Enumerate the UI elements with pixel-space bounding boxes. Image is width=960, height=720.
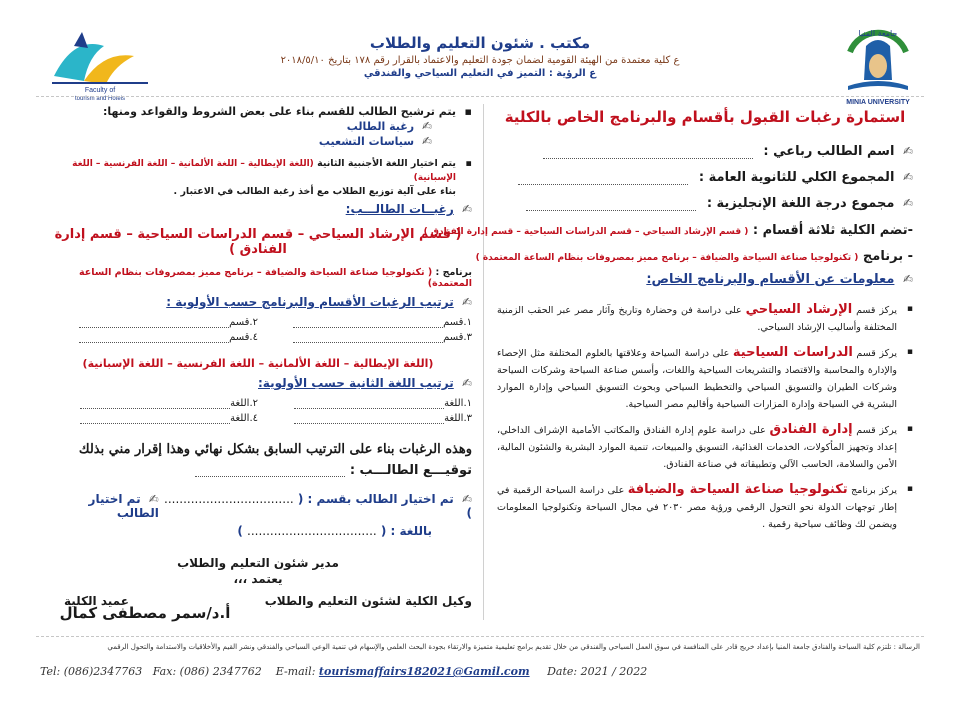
- fax: Fax: (086) 2347762: [152, 665, 262, 678]
- para-text: على دراسة السياحة وعلاقتها بالعلوم المختلفة مثل الإحصاء والإدارة والمحاسبة والاقتصاد والتشريعات السياحية واللغات، وأسس صناعة السياحة وشركات السياحة وشركات الطيران والتسويق السياحي والتخطيط السياحي وبحوث التسويق السياحي وإدارة الموارد البشرية في السياحة وإدارة المزارات السياحية وأقاليم مصر السياحية.: [497, 348, 897, 410]
- logo-text-tourism: tourism and Hotels: [74, 96, 126, 102]
- rank-blank[interactable]: [79, 332, 229, 343]
- paragraph-tour-guidance: [497, 301, 913, 336]
- rank-dept-4[interactable]: [44, 330, 258, 345]
- language-note-text: يتم اختيار اللغة الأجنبية الثانية: [317, 158, 456, 169]
- chosen-lang-label: باللغة : (: [380, 524, 432, 538]
- pen-icon: ✍: [421, 134, 432, 148]
- student-name-field[interactable]: [497, 138, 913, 164]
- total-score-label: المجموع الكلي للثانوية العامة :: [698, 170, 895, 185]
- language-note-bracket: (اللغة الإيطالية – اللغة الألمانية – اللغة الفرنسية – اللغة الإسبانية): [72, 159, 456, 183]
- signatory-name: أ.د/سمر مصطفى كمال: [59, 604, 231, 622]
- wishes-heading: [44, 202, 472, 217]
- para-dept-name: الإرشاد السياحي: [745, 302, 853, 317]
- para-dept-name: تكنولوجيا صناعة السياحة والضيافة: [627, 482, 848, 497]
- info-heading: [497, 272, 913, 287]
- chosen-lang-close: ): [237, 524, 243, 538]
- email-link[interactable]: tourismaffairs182021@Gamil.com: [318, 665, 530, 678]
- rank-blank[interactable]: [294, 413, 444, 424]
- rank-label: ٤.قسم: [229, 332, 258, 343]
- mission-statement: الرسالة : تلتزم كلية السياحة والفنادق جامعة المنيا بإعداد خريج قادر على المنافسة في سوق العمل السياحي والفندقي من خلال تقديم برامج تعليمية متميزة والارتقاء بجودة البحث العلمي والإسهام في تنمية الوعي السياحي والفندقي ونشر القيم والأخلاقيات والاستدامة والتحول الرقمي: [107, 643, 920, 651]
- chosen-dept-blank[interactable]: ..................................: [164, 492, 294, 506]
- criterion-wish: [44, 119, 472, 134]
- faculty-logo: [44, 26, 154, 102]
- rank-col: [258, 315, 472, 345]
- paragraph-hotel-management: [497, 421, 913, 473]
- rank-label: ١.قسم: [443, 317, 472, 328]
- office-title: مكتب . شئون التعليم والطلاب: [369, 34, 591, 52]
- student-name-label: اسم الطالب رباعي :: [763, 144, 895, 159]
- rank-label: ٣.قسم: [443, 332, 472, 343]
- chosen-dept-close: ): [466, 506, 472, 520]
- chosen-dept-label: تم اختيار الطالب بقسم : (: [297, 492, 454, 506]
- criterion-text: سياسات التشعيب: [318, 135, 415, 148]
- rank-col: [258, 396, 472, 426]
- contact-line: [40, 665, 920, 678]
- english-score-blank[interactable]: [526, 196, 696, 211]
- rank-langs-grid: [44, 396, 472, 426]
- language-note-text-2: بناء على آلية توزيع الطلاب مع أخذ رغبة الطالب في الاعتبار .: [173, 186, 456, 197]
- rank-depts-grid: [44, 315, 472, 345]
- rank-lang-2[interactable]: [44, 396, 258, 411]
- rank-col: [44, 315, 258, 345]
- departments-list: ( قسم الإرشاد السياحي – قسم الدراسات السياحية – قسم إدارة الفنادق ): [54, 227, 462, 257]
- choice-row: [44, 492, 472, 520]
- program-row: [475, 244, 913, 270]
- accreditation-line: ع كلية معتمدة من الهيئة القومية لضمان جودة التعليم والاعتماد بالقرار رقم ١٧٨ بتاريخ ٢٠١٨/٥/١٠: [280, 55, 680, 66]
- dean-title: عميد الكلية: [64, 594, 129, 608]
- wishes-heading-text: رغبــات الطالـــب:: [345, 202, 454, 216]
- student-name-blank[interactable]: [543, 144, 753, 159]
- approval-line: يعتمد ،،،: [233, 572, 283, 586]
- declaration: وهذه الرغبات بناء على الترتيب السابق بشكل نهائي وهذا إقرار مني بذلك: [78, 442, 472, 457]
- departments-row: [423, 218, 913, 244]
- rank-lang-heading-text: ترتيب اللغة الثانية حسب الأولوية:: [258, 376, 454, 390]
- paragraph-tech-program: [497, 481, 913, 533]
- total-score-field[interactable]: [497, 164, 913, 190]
- director-title: مدير شئون التعليم والطلاب: [177, 556, 339, 570]
- header-text: [240, 34, 720, 79]
- criterion-policy: [44, 134, 472, 149]
- bullet-icon: ▪: [465, 158, 472, 169]
- rank-label: ٢.قسم: [229, 317, 258, 328]
- rank-lang-4[interactable]: [44, 411, 258, 426]
- para-prefix: يركز قسم: [856, 305, 897, 316]
- bullet-icon: ▪: [464, 105, 472, 118]
- para-text: على دراسة فن وحضارة وتاريخ وآثار مصر عبر الحقب الزمنية المختلفة وأساليب الإرشاد السياحي.: [497, 305, 897, 333]
- para-text: على دراسة السياحة الرقمية في إطار توجهات الدولة نحو التحول الرقمي ورؤية مصر ٢٠٣٠ في مجال السياحة وتكنولوجيا المعلومات ويضمن لك وظائف سياحية رقمية .: [497, 485, 897, 530]
- tel: Tel: (086)2347763: [40, 665, 143, 678]
- pen-icon: ✍: [902, 196, 913, 210]
- info-heading-text: معلومات عن الأقسام والبرنامج الخاص:: [646, 272, 895, 287]
- column-divider: [483, 104, 484, 620]
- intro-line: [44, 104, 472, 119]
- email-label: E-mail:: [275, 665, 316, 678]
- left-column: [44, 104, 472, 608]
- rank-depts-heading: [44, 295, 472, 309]
- rank-blank[interactable]: [80, 413, 230, 424]
- chosen-language[interactable]: [44, 524, 472, 538]
- program-line: [44, 267, 472, 289]
- bullet-icon: ▪: [906, 347, 913, 357]
- pen-icon: ✍: [461, 376, 472, 390]
- rank-dept-2[interactable]: [44, 315, 258, 330]
- rank-blank[interactable]: [293, 332, 443, 343]
- bullet-icon: ▪: [906, 424, 913, 434]
- signature-blank[interactable]: [195, 464, 345, 477]
- total-score-blank[interactable]: [518, 170, 688, 185]
- program-bracket: ( تكنولوجيا صناعة السياحة والضيافة – برنامج مميز بمصروفات بنظام الساعة المعتمدة ): [475, 253, 859, 263]
- bullet-icon: ▪: [906, 484, 913, 494]
- vision-line: ع الرؤية : التميز في التعليم السياحي والفندقي: [363, 68, 597, 79]
- chosen-lang-blank[interactable]: ..................................: [247, 524, 377, 538]
- rank-lang-heading: [44, 376, 472, 390]
- date: Date: 2021 / 2022: [547, 665, 648, 678]
- english-score-label: مجموع درجة اللغة الإنجليزية :: [706, 196, 895, 211]
- logo-arc-text: جامعة المنيا: [858, 29, 898, 38]
- rank-lang-3[interactable]: [258, 411, 472, 426]
- intro-text: يتم ترشيح الطالب للقسم بناء على بعض الشروط والقواعد ومنها:: [103, 105, 456, 118]
- para-dept-name: الدراسات السياحية: [732, 345, 853, 360]
- rank-blank[interactable]: [79, 317, 229, 328]
- form-title: استمارة رغبات القبول بأقسام والبرنامج الخاص بالكلية: [504, 108, 906, 126]
- rank-col: [44, 396, 258, 426]
- logo-text-faculty: Faculty of: [84, 87, 116, 94]
- signature-label: توقيـــع الطالـــب :: [349, 463, 472, 478]
- student-signature-row[interactable]: [44, 463, 472, 478]
- logo-text-minia: MINIA UNIVERSITY: [846, 99, 910, 106]
- pen-icon: ✍: [902, 144, 913, 158]
- departments-bracket: ( قسم الإرشاد السياحي – قسم الدراسات السياحية – قسم إدارة الفنادق ): [423, 227, 749, 237]
- rank-label: ١.اللغة: [444, 398, 472, 409]
- rank-blank[interactable]: [80, 398, 230, 409]
- rank-blank[interactable]: [293, 317, 443, 328]
- pen-icon: ✍: [461, 492, 472, 506]
- university-logo: [836, 24, 920, 110]
- pen-icon: ✍: [421, 119, 432, 133]
- footer-divider: [36, 636, 924, 637]
- choice-date-label: تم اختيار الطالب: [88, 492, 159, 520]
- rank-lang-1[interactable]: [258, 396, 472, 411]
- paragraph-tourism-studies: [497, 344, 913, 413]
- english-score-field[interactable]: [497, 190, 913, 216]
- para-dept-name: إدارة الفنادق: [769, 422, 853, 437]
- pen-icon: ✍: [461, 295, 472, 309]
- para-text: على دراسة علوم إدارة الفنادق والمكاتب الأمامية الإشراف الداخلي، إعداد وتجهيز المأكولات، الخدمات الغذائية، التسويق والمبيعات، تنمية الموارد البشرية والشئون المالية، الأمن والسلامة، الحاسب الآلي وتطبيقاته في صناعة الفنادق.: [497, 425, 897, 470]
- vice-dean-title: وكيل الكلية لشئون التعليم والطلاب: [264, 594, 472, 608]
- rank-depts-heading-text: ترتيب الرغبات الأقسام والبرنامج حسب الأولوية :: [166, 295, 454, 309]
- languages-list: (اللغة الإيطالية – اللغة الألمانية – اللغة الفرنسية – اللغة الإسبانية): [82, 357, 434, 370]
- program-bracket: ( تكنولوجيا صناعة السياحة والضيافة – برنامج مميز بمصروفات بنظام الساعة المعتمدة): [79, 267, 472, 289]
- header-divider: [36, 96, 924, 97]
- departments-label: -تضم الكلية ثلاثة أقسام :: [752, 223, 913, 238]
- pen-icon: ✍: [148, 492, 159, 506]
- pen-icon: ✍: [461, 202, 472, 216]
- rank-label: ٤.اللغة: [230, 413, 258, 424]
- language-note: [44, 157, 472, 198]
- letterhead: [0, 20, 960, 106]
- program-label: - برنامج: [862, 249, 913, 264]
- para-prefix: يركز قسم: [856, 425, 897, 436]
- rank-label: ٢.اللغة: [230, 398, 258, 409]
- para-prefix: يركز قسم: [856, 348, 897, 359]
- chosen-dept[interactable]: [159, 492, 472, 520]
- choice-date: [44, 492, 159, 520]
- para-prefix: يركز برنامج: [851, 485, 897, 496]
- rank-dept-3[interactable]: [258, 330, 472, 345]
- pen-icon: ✍: [902, 170, 913, 184]
- rank-blank[interactable]: [294, 398, 444, 409]
- program-prefix: برنامج :: [435, 267, 472, 278]
- criterion-text: رغبة الطالب: [346, 120, 415, 133]
- rank-dept-1[interactable]: [258, 315, 472, 330]
- rank-label: ٣.اللغة: [444, 413, 472, 424]
- bullet-icon: ▪: [906, 304, 913, 314]
- pen-icon: ✍: [902, 272, 913, 286]
